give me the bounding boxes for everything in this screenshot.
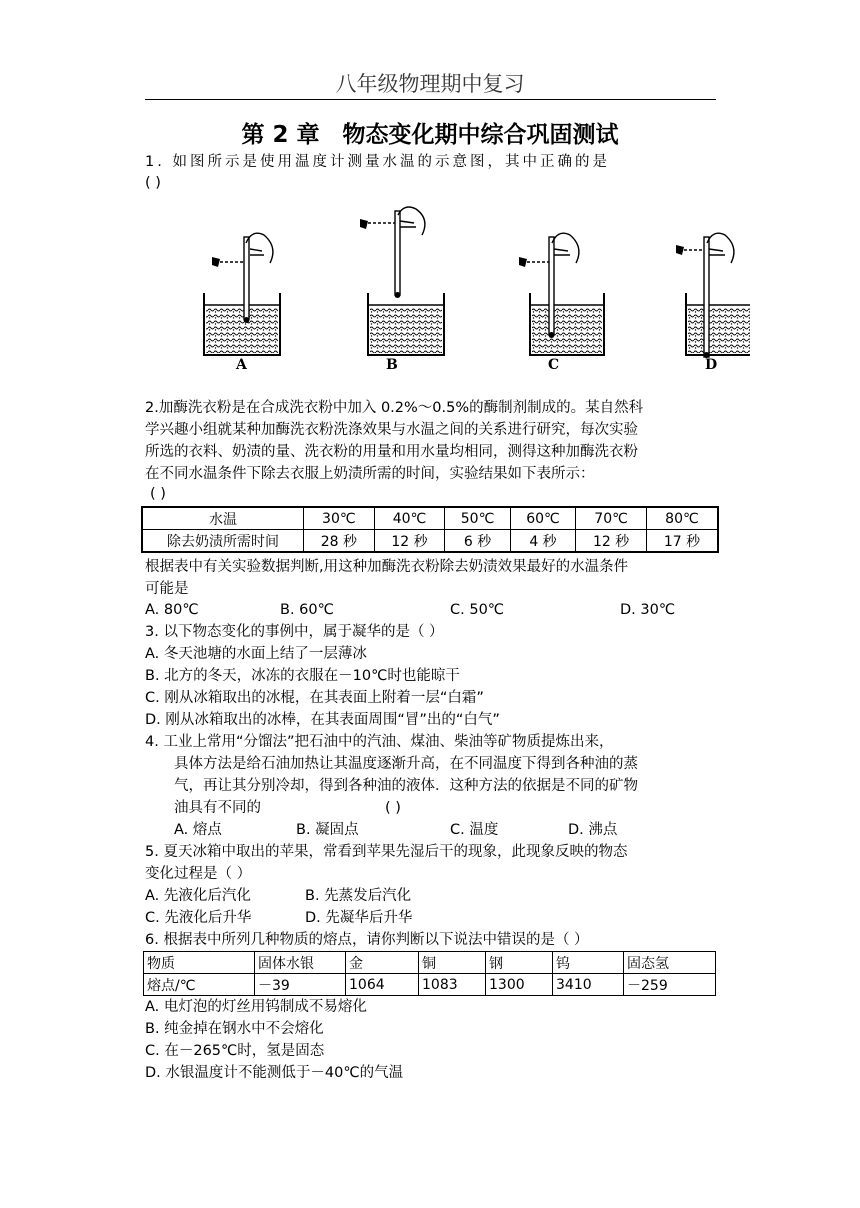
table-cell: 钨 — [553, 952, 624, 974]
table-cell: 物质 — [144, 952, 255, 974]
q2-line-4: 在不同水温条件下除去衣服上奶渍所需的时间，实验结果如下表所示： — [145, 466, 595, 482]
q2-line-1: 2.加酶洗衣粉是在合成洗衣粉中加入 0.2%～0.5%的酶制剂制成的。某自然科 — [145, 400, 644, 416]
q5-line-2: 变化过程是（ ） — [145, 866, 252, 882]
q5-option-d: D. 先凝华后升华 — [305, 910, 413, 926]
table-row — [144, 974, 716, 996]
table-cell: 金 — [346, 952, 419, 974]
q4-line-1: 4. 工业上常用“分馏法”把石油中的汽油、煤油、柴油等矿物质提炼出来， — [145, 734, 614, 750]
q5-option-a: A. 先液化后汽化 — [145, 888, 251, 904]
table-cell: 12 秒 — [576, 530, 647, 553]
q3-option-c: C. 刚从冰箱取出的冰棍，在其表面上附着一层“白霜” — [145, 690, 484, 706]
q2-answer-blank: ( ) — [150, 486, 166, 502]
q2-option-b: B. 60℃ — [280, 602, 334, 618]
label-c: C — [548, 357, 560, 373]
table-cell: 除去奶渍所需时间 — [142, 530, 304, 553]
q2-table — [141, 506, 719, 553]
table-row — [142, 530, 718, 553]
table-cell: 铜 — [419, 952, 486, 974]
q6-table — [143, 951, 716, 996]
q2-after-1: 根据表中有关实验数据判断,用这种加酶洗衣粉除去奶渍效果最好的水温条件 — [145, 559, 629, 575]
table-cell: 30℃ — [304, 507, 375, 530]
beaker-a — [204, 233, 280, 355]
table-cell: －39 — [255, 974, 346, 996]
q4-option-b: B. 凝固点 — [296, 822, 359, 838]
label-a: A — [236, 357, 247, 373]
table-cell: 固态氢 — [624, 952, 716, 974]
table-cell: 水温 — [142, 507, 304, 530]
table-cell: 40℃ — [374, 507, 445, 530]
q2-option-a: A. 80℃ — [145, 602, 199, 618]
q4-option-c: C. 温度 — [450, 822, 499, 838]
table-cell: 6 秒 — [445, 530, 510, 553]
header-divider — [145, 99, 716, 100]
q5-option-c: C. 先液化后升华 — [145, 910, 252, 926]
q2-after-2: 可能是 — [145, 581, 189, 597]
table-cell: 固体水银 — [255, 952, 346, 974]
table-cell: －259 — [624, 974, 716, 996]
q6-option-d: D. 水银温度计不能测低于－40℃的气温 — [145, 1065, 404, 1081]
table-cell: 1064 — [346, 974, 419, 996]
beaker-b — [360, 207, 444, 355]
table-cell: 70℃ — [576, 507, 647, 530]
q5-option-b: B. 先蒸发后汽化 — [305, 888, 412, 904]
table-cell: 60℃ — [510, 507, 575, 530]
q6-option-b: B. 纯金掉在钢水中不会熔化 — [145, 1021, 324, 1037]
q4-answer-blank: ( ) — [385, 800, 401, 816]
table-cell: 钢 — [486, 952, 553, 974]
beaker-c — [519, 233, 604, 355]
table-cell: 熔点/℃ — [144, 974, 255, 996]
q5-line-1: 5. 夏天冰箱中取出的苹果，常看到苹果先湿后干的现象，此现象反映的物态 — [145, 844, 628, 860]
q6-stem: 6. 根据表中所列几种物质的熔点，请你判断以下说法中错误的是（ ） — [145, 932, 589, 948]
label-d: D — [705, 357, 718, 373]
document-title: 第 2 章 物态变化期中综合巩固测试 — [241, 122, 619, 148]
table-cell: 12 秒 — [374, 530, 445, 553]
table-cell: 50℃ — [445, 507, 510, 530]
q1-stem: 1. 如图所示是使用温度计测量水温的示意图，其中正确的是 — [145, 154, 610, 170]
q6-option-a: A. 电灯泡的灯丝用钨制成不易熔化 — [145, 999, 367, 1015]
table-cell: 3410 — [553, 974, 624, 996]
q4-line-4: 油具有不同的 — [174, 800, 261, 816]
q3-option-b: B. 北方的冬天，冰冻的衣服在－10℃时也能晾干 — [145, 668, 460, 684]
q6-option-c: C. 在－265℃时，氢是固态 — [145, 1043, 325, 1059]
thermometer-figure — [190, 205, 750, 375]
table-cell: 4 秒 — [510, 530, 575, 553]
table-cell: 80℃ — [646, 507, 718, 530]
label-b: B — [386, 357, 398, 373]
table-cell: 28 秒 — [304, 530, 375, 553]
table-row — [142, 507, 718, 530]
table-cell: 17 秒 — [646, 530, 718, 553]
q3-option-d: D. 刚从冰箱取出的冰棒，在其表面周围“冒”出的“白气” — [145, 712, 500, 728]
q2-line-3: 所选的衣料、奶渍的量、洗衣粉的用量和用水量均相同，测得这种加酶洗衣粉 — [145, 444, 638, 460]
q4-line-2: 具体方法是给石油加热让其温度逐渐升高，在不同温度下得到各种油的蒸 — [174, 756, 638, 772]
q4-line-3: 气，再让其分别冷却，得到各种油的液体．这种方法的依据是不同的矿物 — [174, 778, 638, 794]
page-header-title: 八年级物理期中复习 — [335, 72, 525, 96]
q2-option-d: D. 30℃ — [620, 602, 676, 618]
q4-option-d: D. 沸点 — [568, 822, 618, 838]
q2-line-2: 学兴趣小组就某种加酶洗衣粉洗涤效果与水温之间的关系进行研究，每次实验 — [145, 422, 638, 438]
beaker-d — [676, 233, 750, 358]
table-cell: 1083 — [419, 974, 486, 996]
table-row — [144, 952, 716, 974]
q2-option-c: C. 50℃ — [450, 602, 505, 618]
q3-option-a: A. 冬天池塘的水面上结了一层薄冰 — [145, 646, 367, 662]
q4-option-a: A. 熔点 — [174, 822, 222, 838]
table-cell: 1300 — [486, 974, 553, 996]
q1-answer-blank: ( ) — [145, 175, 161, 191]
q3-stem: 3. 以下物态变化的事例中，属于凝华的是（ ） — [145, 624, 444, 640]
